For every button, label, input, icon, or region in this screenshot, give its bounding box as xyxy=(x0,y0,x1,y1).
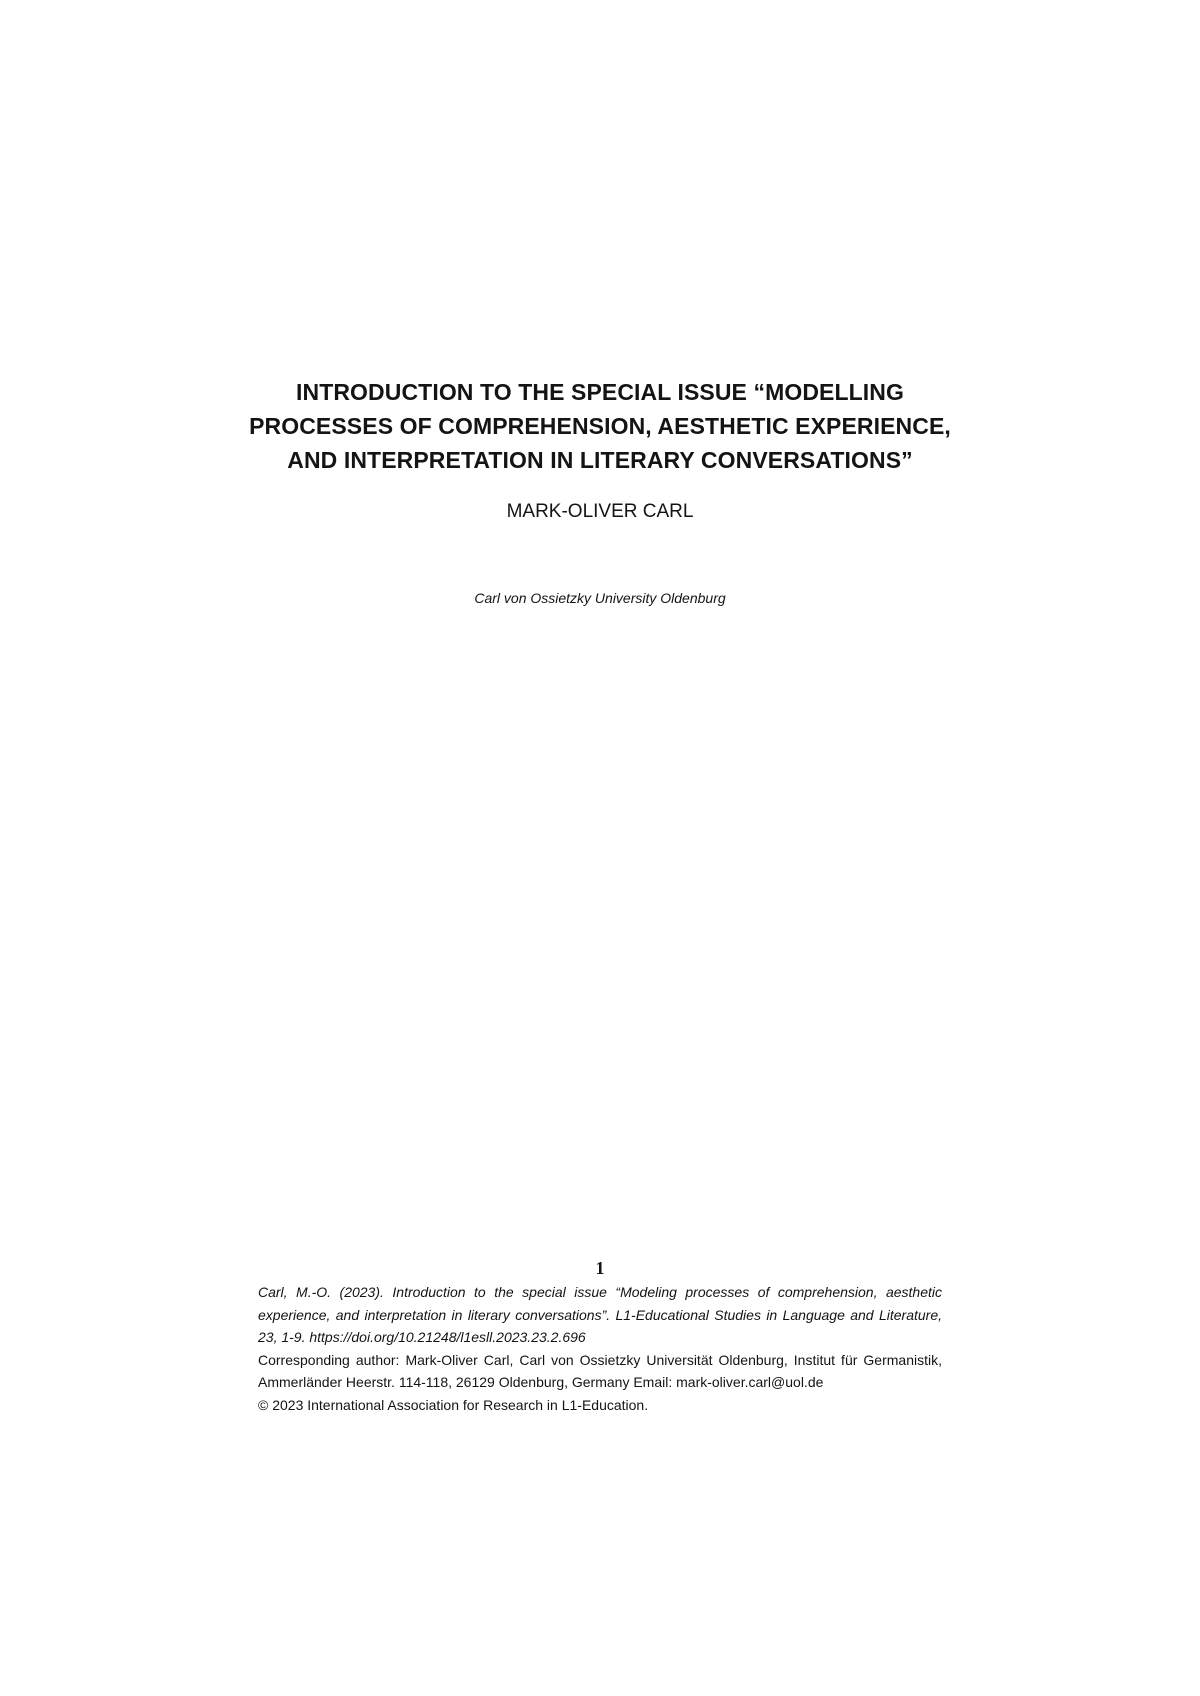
author-affiliation: Carl von Ossietzky University Oldenburg xyxy=(474,590,726,606)
author-name: MARK-OLIVER CARL xyxy=(506,501,694,522)
page-number: 1 xyxy=(595,1258,605,1278)
first-page-footer xyxy=(258,1281,942,1416)
title-line-1: INTRODUCTION TO THE SPECIAL ISSUE “MODELLING xyxy=(296,379,904,405)
title-line-3: AND INTERPRETATION IN LITERARY CONVERSATIONS” xyxy=(287,447,913,473)
title-line-2: PROCESSES OF COMPREHENSION, AESTHETIC EXPERIENCE, xyxy=(249,413,951,439)
corresponding-author-text: Corresponding author: Mark-Oliver Carl, Carl von Ossietzky Universität Oldenburg, Institut für Germanistik, Ammerländer Heerstr. 114-118, 26129 Oldenburg, Germany Email: mark-oliver.carl@uol.de xyxy=(258,1351,942,1390)
citation-text: Carl, M.-O. (2023). Introduction to the special issue “Modeling processes of comprehension, aesthetic experience, and interpretation in literary conversations”. L1-Educational Studies in Language and Literature, 23, 1-9. https://doi.org/10.21248/l1esll.2023.23.2.696 xyxy=(258,1284,942,1345)
copyright-notice: © 2023 International Association for Research in L1-Education. xyxy=(258,1396,649,1413)
article-title xyxy=(200,375,1000,477)
